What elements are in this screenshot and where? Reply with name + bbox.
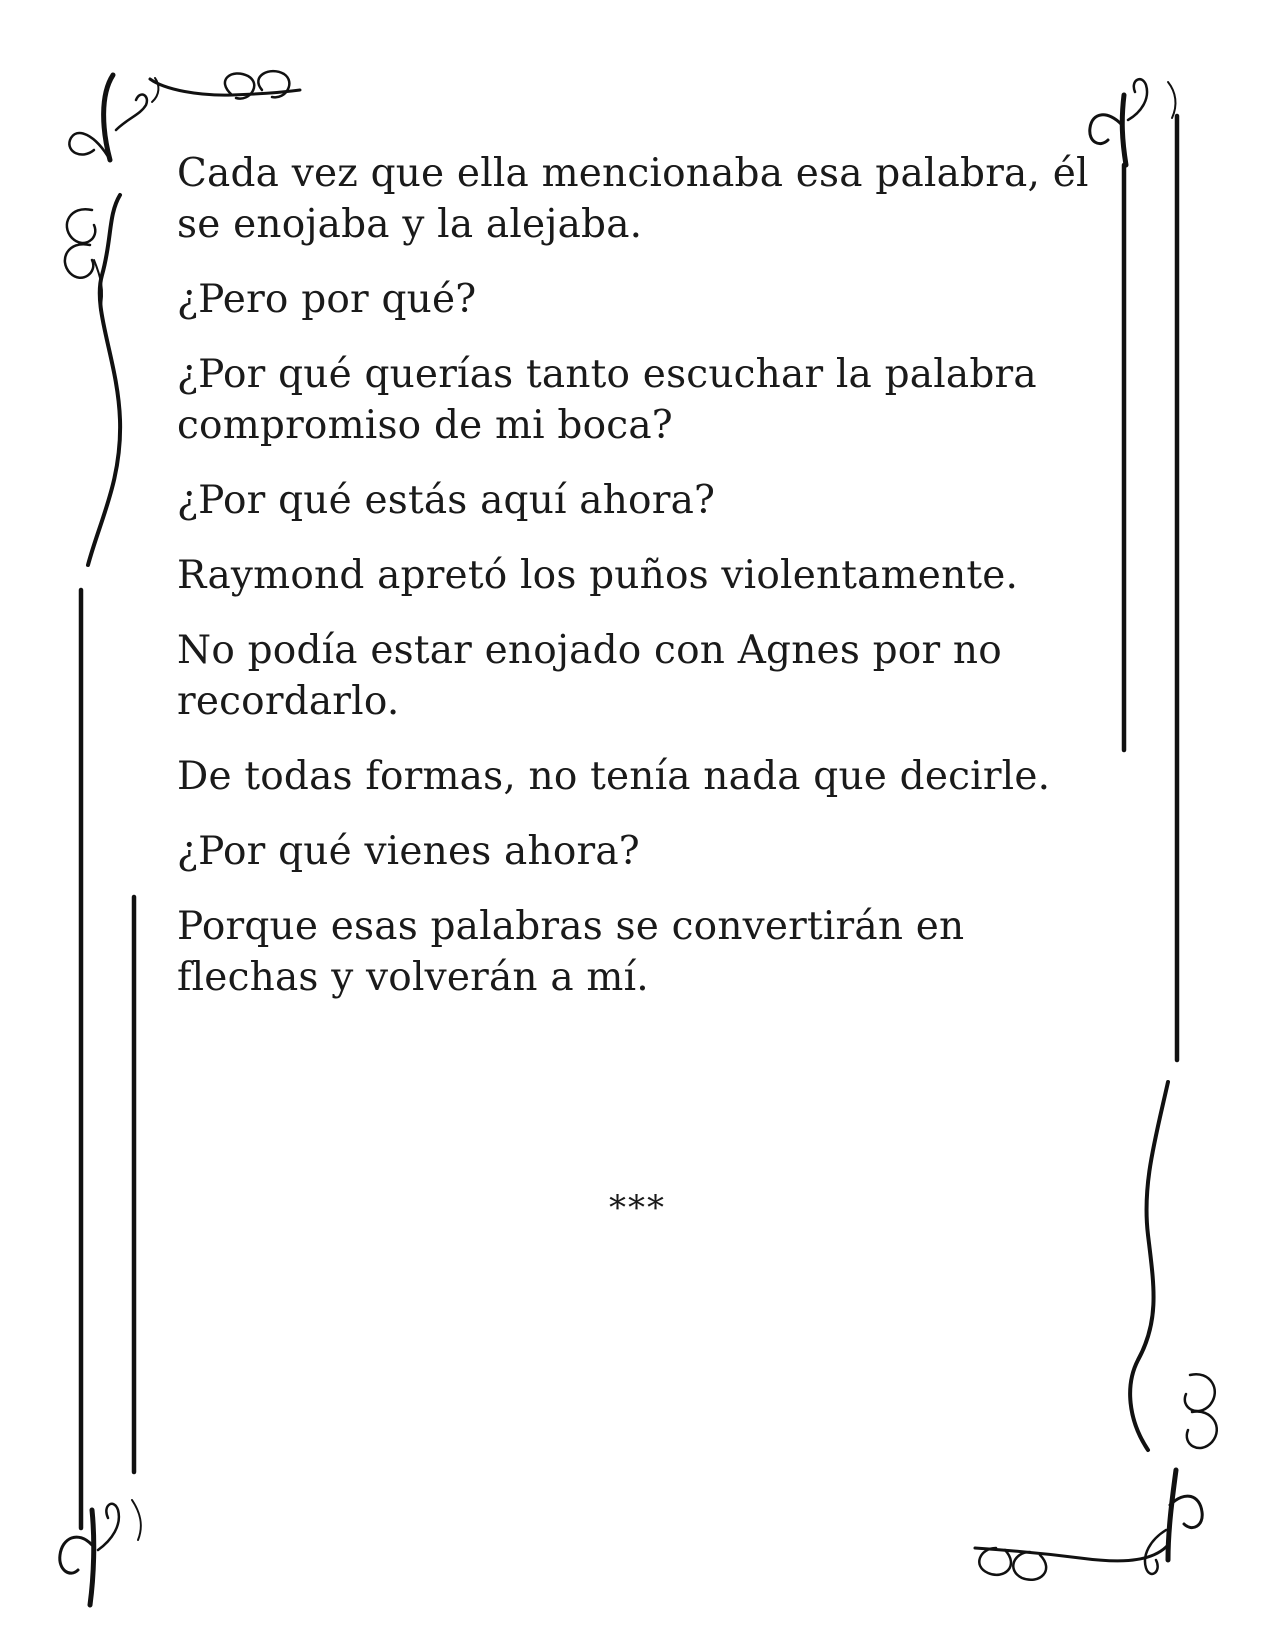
paragraph: ¿Por qué estás aquí ahora? bbox=[177, 478, 716, 523]
paragraph: Porque esas palabras se convertirán en flechas y volverán a mí. bbox=[177, 904, 965, 1000]
paragraph: De todas formas, no tenía nada que decirle. bbox=[177, 754, 1051, 799]
paragraph: No podía estar enojado con Agnes por no recordarlo. bbox=[177, 628, 1002, 724]
top-right-flourish bbox=[1090, 79, 1176, 165]
story-text bbox=[177, 148, 1097, 1027]
bottom-right-flourish bbox=[975, 1082, 1217, 1580]
paragraph: ¿Por qué querías tanto escuchar la palabra compromiso de mi boca? bbox=[177, 352, 1037, 448]
paragraph: ¿Por qué vienes ahora? bbox=[177, 829, 640, 874]
scene-break-separator: *** bbox=[609, 1188, 666, 1228]
bottom-left-flourish bbox=[60, 1500, 141, 1605]
paragraph: ¿Pero por qué? bbox=[177, 277, 477, 322]
paragraph: Cada vez que ella mencionaba esa palabra, él se enojaba y la alejaba. bbox=[177, 151, 1089, 247]
paragraph: Raymond apretó los puños violentamente. bbox=[177, 553, 1019, 598]
